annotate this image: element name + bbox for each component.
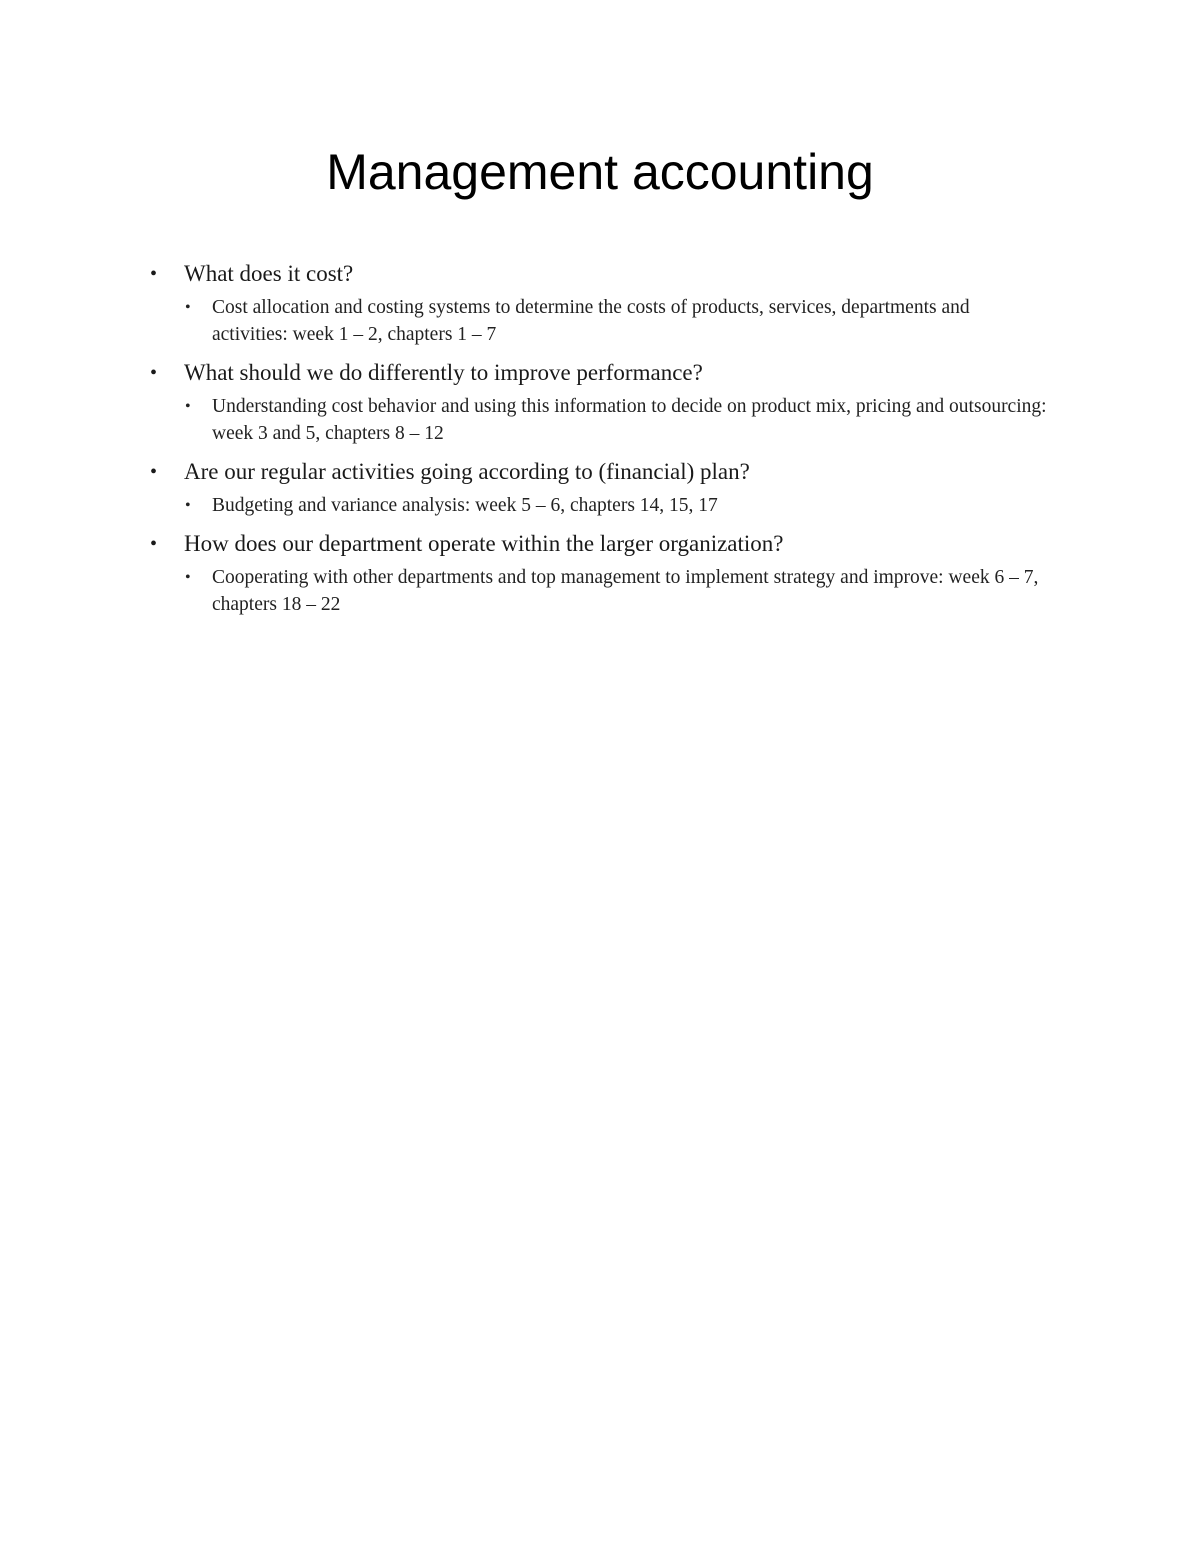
topic-question: What should we do differently to improve performance?	[184, 360, 703, 385]
topic-item	[148, 357, 1048, 389]
detail-text: Budgeting and variance analysis: week 5 – 6, chapters 14, 15, 17	[212, 495, 718, 516]
bullet-icon: •	[150, 461, 158, 483]
detail-item	[184, 294, 1048, 348]
bullet-list	[148, 258, 1048, 627]
bullet-icon: •	[185, 299, 191, 316]
topic-item	[148, 258, 1048, 290]
topic-item	[148, 456, 1048, 488]
topic-question: How does our department operate within the larger organization?	[184, 531, 784, 556]
detail-item	[184, 564, 1048, 618]
detail-text: Cost allocation and costing systems to determine the costs of products, services, departments and activities: week 1 – 2, chapters 1 – 7	[212, 297, 970, 345]
detail-text: Cooperating with other departments and top management to implement strategy and improve: week 6 – 7, chapters 18 – 22	[212, 567, 1039, 615]
bullet-icon: •	[150, 263, 158, 285]
bullet-icon: •	[150, 533, 158, 555]
page-title: Management accounting	[326, 144, 874, 200]
topic-question: What does it cost?	[184, 261, 354, 286]
bullet-icon: •	[185, 398, 191, 415]
topic-question: Are our regular activities going according to (financial) plan?	[184, 459, 750, 484]
topic-item	[148, 528, 1048, 560]
detail-item	[184, 393, 1048, 447]
bullet-icon: •	[185, 569, 191, 586]
bullet-icon: •	[150, 362, 158, 384]
bullet-icon: •	[185, 497, 191, 514]
detail-text: Understanding cost behavior and using this information to decide on product mix, pricing and outsourcing: week 3 and 5, chapters 8 – 12	[212, 396, 1047, 444]
detail-item	[184, 492, 1048, 519]
